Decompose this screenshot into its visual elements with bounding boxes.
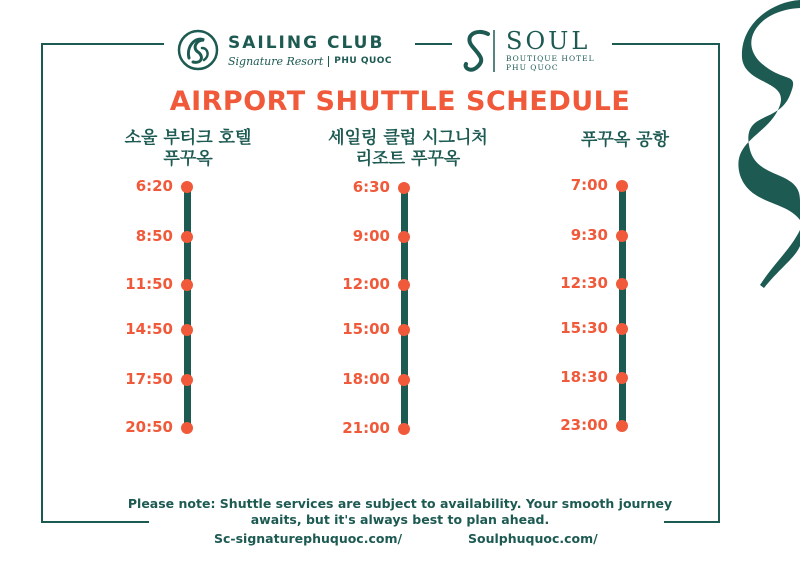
timeline-stop-dot	[616, 180, 628, 192]
departure-time: 12:30	[560, 274, 608, 292]
frame-top-left-line	[41, 43, 164, 45]
column-heading-soul-hotel	[98, 128, 278, 170]
link-sailing-club[interactable]: Sc-signaturephuquoc.com/	[214, 531, 403, 546]
column-heading-line1: 세일링 클럽 시그니처	[328, 128, 488, 148]
departure-time: 15:00	[342, 320, 390, 338]
timeline-rail	[401, 188, 408, 429]
sailing-club-emblem-icon	[176, 28, 220, 72]
timeline-stop-dot	[398, 324, 410, 336]
page-title: AIRPORT SHUTTLE SCHEDULE	[169, 86, 631, 117]
soul-logo	[458, 26, 595, 74]
column-heading-line1: 푸꾸옥 공항	[580, 130, 670, 150]
column-heading-sailing-club	[308, 128, 508, 170]
departure-time: 15:30	[560, 319, 608, 337]
tagline-divider	[328, 56, 329, 67]
column-heading-line2: 푸꾸옥	[163, 149, 213, 169]
timeline-stop-dot	[616, 230, 628, 242]
column-heading-line1: 소울 부티크 호텔	[124, 128, 252, 148]
timeline-rail	[619, 186, 626, 426]
timeline-stop-dot	[398, 423, 410, 435]
column-heading-line2: 리조트 푸꾸옥	[355, 149, 461, 169]
departure-time: 18:00	[342, 370, 390, 388]
departure-time: 6:20	[135, 177, 173, 195]
timeline-stop-dot	[398, 279, 410, 291]
departure-time: 18:30	[560, 368, 608, 386]
timeline-stop-dot	[181, 374, 193, 386]
timeline-stop-dot	[616, 372, 628, 384]
timeline-stop-dot	[616, 323, 628, 335]
soul-monogram-icon	[458, 26, 502, 74]
footer-note-line2: awaits, but it's always best to plan ahead.	[250, 512, 550, 527]
sailing-club-location: PHU QUOC	[334, 56, 393, 66]
departure-time: 9:00	[352, 227, 390, 245]
timeline-stop-dot	[181, 231, 193, 243]
departure-time: 6:30	[352, 178, 390, 196]
sailing-club-tagline: Signature Resort	[228, 54, 324, 68]
departure-time: 14:50	[125, 320, 173, 338]
departure-time: 21:00	[342, 419, 390, 437]
link-soul[interactable]: Soulphuquoc.com/	[468, 531, 598, 546]
frame-top-mid-line	[415, 43, 452, 45]
soul-name: SOUL	[506, 27, 591, 55]
timeline-stop-dot	[398, 231, 410, 243]
timeline-stop-dot	[398, 182, 410, 194]
timeline-stop-dot	[616, 278, 628, 290]
departure-time: 7:00	[570, 176, 608, 194]
timeline-stop-dot	[181, 181, 193, 193]
sailing-club-logo	[176, 28, 392, 72]
departure-time: 23:00	[560, 416, 608, 434]
timeline-stop-dot	[181, 279, 193, 291]
departure-time: 9:30	[570, 226, 608, 244]
timeline-rail	[184, 187, 191, 428]
departure-time: 8:50	[135, 227, 173, 245]
timeline-stop-dot	[181, 324, 193, 336]
sailing-club-name: SAILING CLUB	[228, 32, 385, 53]
footer-note-line1: Please note: Shuttle services are subject to availability. Your smooth journey	[127, 496, 673, 511]
soul-subtitle-1: BOUTIQUE HOTEL	[506, 54, 595, 63]
departure-time: 12:00	[342, 275, 390, 293]
timeline-stop-dot	[398, 374, 410, 386]
departure-time: 20:50	[125, 418, 173, 436]
timeline-stop-dot	[181, 422, 193, 434]
soul-subtitle-2: PHU QUOC	[506, 63, 559, 72]
departure-time: 11:50	[125, 275, 173, 293]
timeline-stop-dot	[616, 420, 628, 432]
departure-time: 17:50	[125, 370, 173, 388]
column-heading-airport	[545, 130, 705, 151]
decorative-ribbon-graphic	[700, 0, 800, 290]
footer-note	[0, 496, 800, 528]
